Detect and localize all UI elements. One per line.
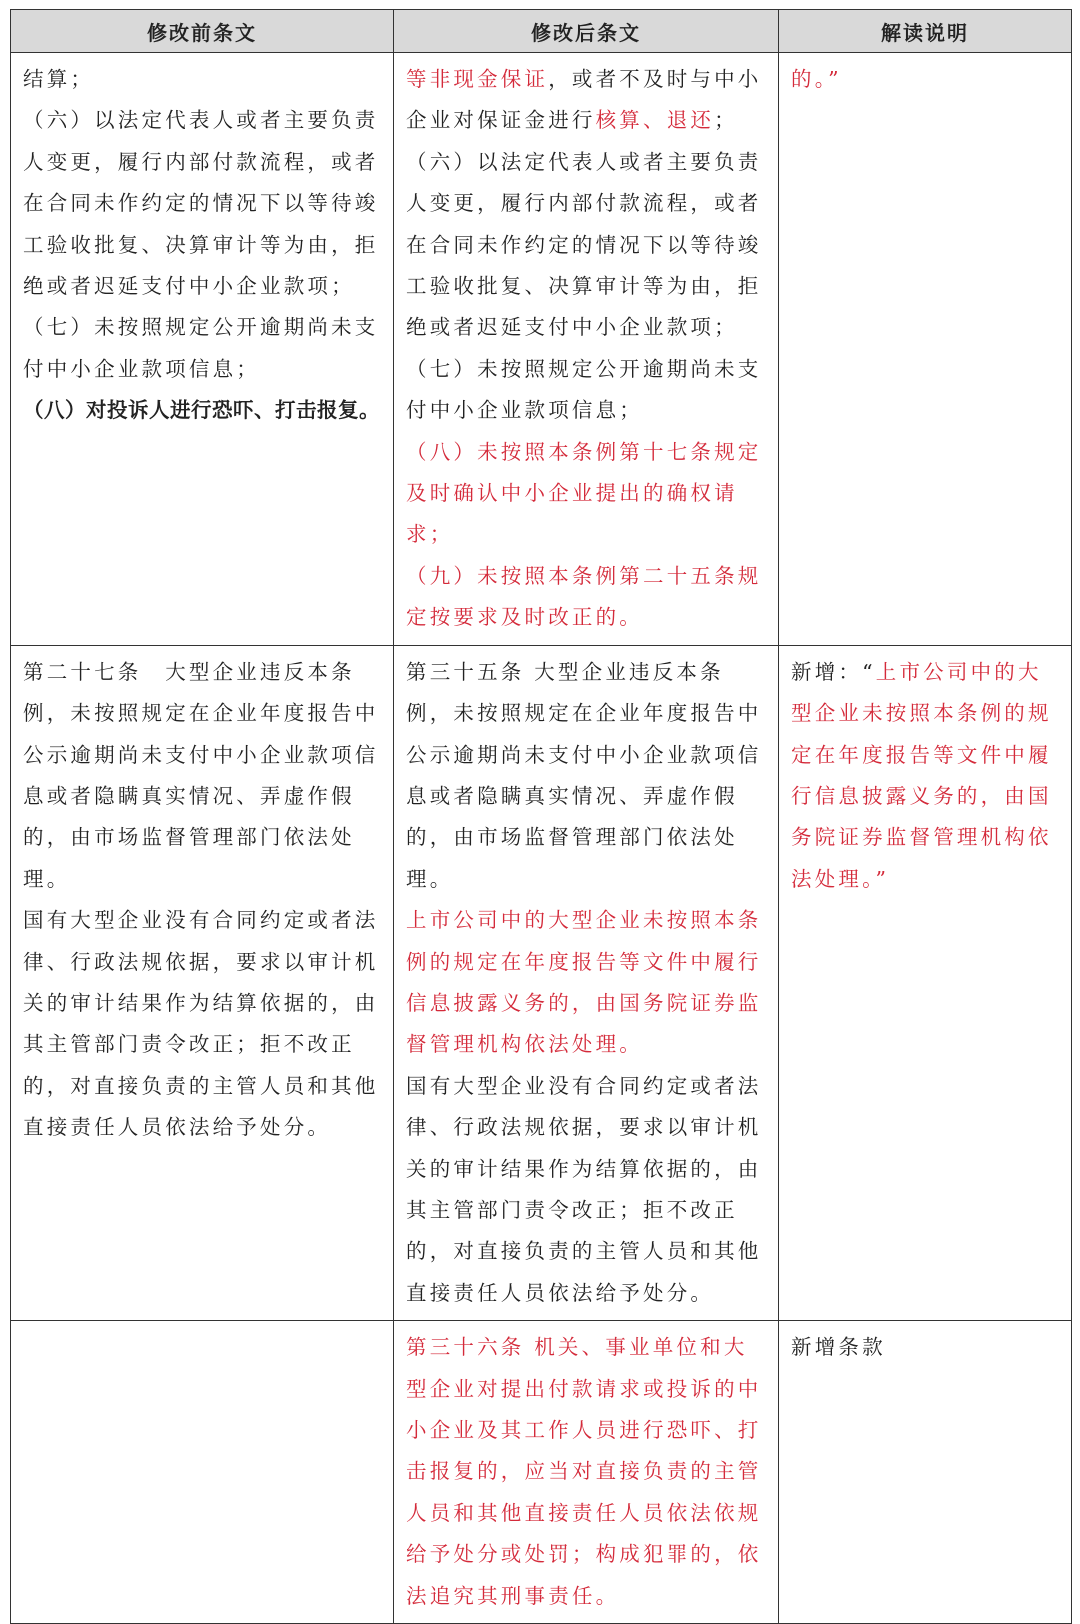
paragraph: （七）未按照规定公开逾期尚未支付中小企业款项信息； [406,356,762,423]
text: ，或者不及时与中小企业对保证金进行 [406,67,762,133]
cell-note [779,1321,1072,1624]
cell-before [11,645,394,1321]
cell-after [394,1321,779,1624]
added-paragraph: （九）未按照本条例第二十五条规定按要求及时改正的。 [406,563,762,630]
paragraph: 第二十七条 大型企业违反本条例，未按照规定在企业年度报告中公示逾期尚未支付中小企业款项信息或者隐瞒真实情况、弄虚作假的，由市场监督管理部门依法处理。 [23,659,379,891]
cell-after [394,645,779,1321]
added-text: 上市公司中的大型企业未按照本条例的规定在年度报告等文件中履行信息披露义务的，由国务院证券监督管理机构依法处理。” [791,659,1052,891]
note-text [791,652,1061,900]
cell-before-empty [11,1321,394,1624]
cell-before [11,53,394,646]
paragraph: 结算； [23,67,95,91]
header-before: 修改前条文 [11,10,394,53]
added-text: 等非现金保证 [406,67,549,91]
header-note: 解读说明 [779,10,1072,53]
added-paragraph: （八）未按照本条例第十七条规定及时确认中小企业提出的确权请求； [406,439,762,547]
paragraph: （七）未按照规定公开逾期尚未支付中小企业款项信息； [23,315,379,381]
cell-after [394,53,779,646]
table-row [11,1321,1072,1624]
comparison-table [10,9,1072,1624]
header-row [11,10,1072,53]
added-text: 核算、退还 [595,108,715,133]
header-after: 修改后条文 [394,10,779,53]
paragraph: （六）以法定代表人或者主要负责人变更，履行内部付款流程，或者在合同未作约定的情况下以等待竣工验收批复、决算审计等为由，拒绝或者迟延支付中小企业款项； [23,108,379,299]
cell-note [779,53,1072,646]
paragraph [406,59,768,142]
paragraph-bold: （八）对投诉人进行恐吓、打击报复。 [23,398,380,423]
table-row [11,645,1072,1321]
paragraph: （六）以法定代表人或者主要负责人变更，履行内部付款流程，或者在合同未作约定的情况下以等待竣工验收批复、决算审计等为由，拒绝或者迟延支付中小企业款项； [406,149,762,340]
cell-note [779,645,1072,1321]
added-paragraph: 上市公司中的大型企业未按照本条例的规定在年度报告等文件中履行信息披露义务的，由国务院证券监督管理机构依法处理。 [406,908,762,1057]
note-text: 新增条款 [791,1335,886,1360]
paragraph: 国有大型企业没有合同约定或者法律、行政法规依据，要求以审计机关的审计结果作为结算依据的，由其主管部门责令改正；拒不改正的，对直接负责的主管人员和其他直接责任人员依法给予处分。 [406,1073,762,1305]
paragraph: 第三十五条 大型企业违反本条例，未按照规定在企业年度报告中公示逾期尚未支付中小企业款项信息或者隐瞒真实情况、弄虚作假的，由市场监督管理部门依法处理。 [406,659,762,891]
note-label: 新增：“ [791,659,876,684]
paragraph: 国有大型企业没有合同约定或者法律、行政法规依据，要求以审计机关的审计结果作为结算依据的，由其主管部门责令改正；拒不改正的，对直接负责的主管人员和其他直接责任人员依法给予处分。 [23,908,379,1140]
added-paragraph: 第三十六条 机关、事业单位和大型企业对提出付款请求或投诉的中小企业及其工作人员进行恐吓、打击报复的，应当对直接负责的主管人员和其他直接责任人员依法依规给予处分或处罚；构成犯罪的，依法追究其刑事责任。 [406,1335,762,1608]
text: ； [714,108,738,133]
table-row [11,53,1072,646]
note-text: 的。” [791,67,842,91]
